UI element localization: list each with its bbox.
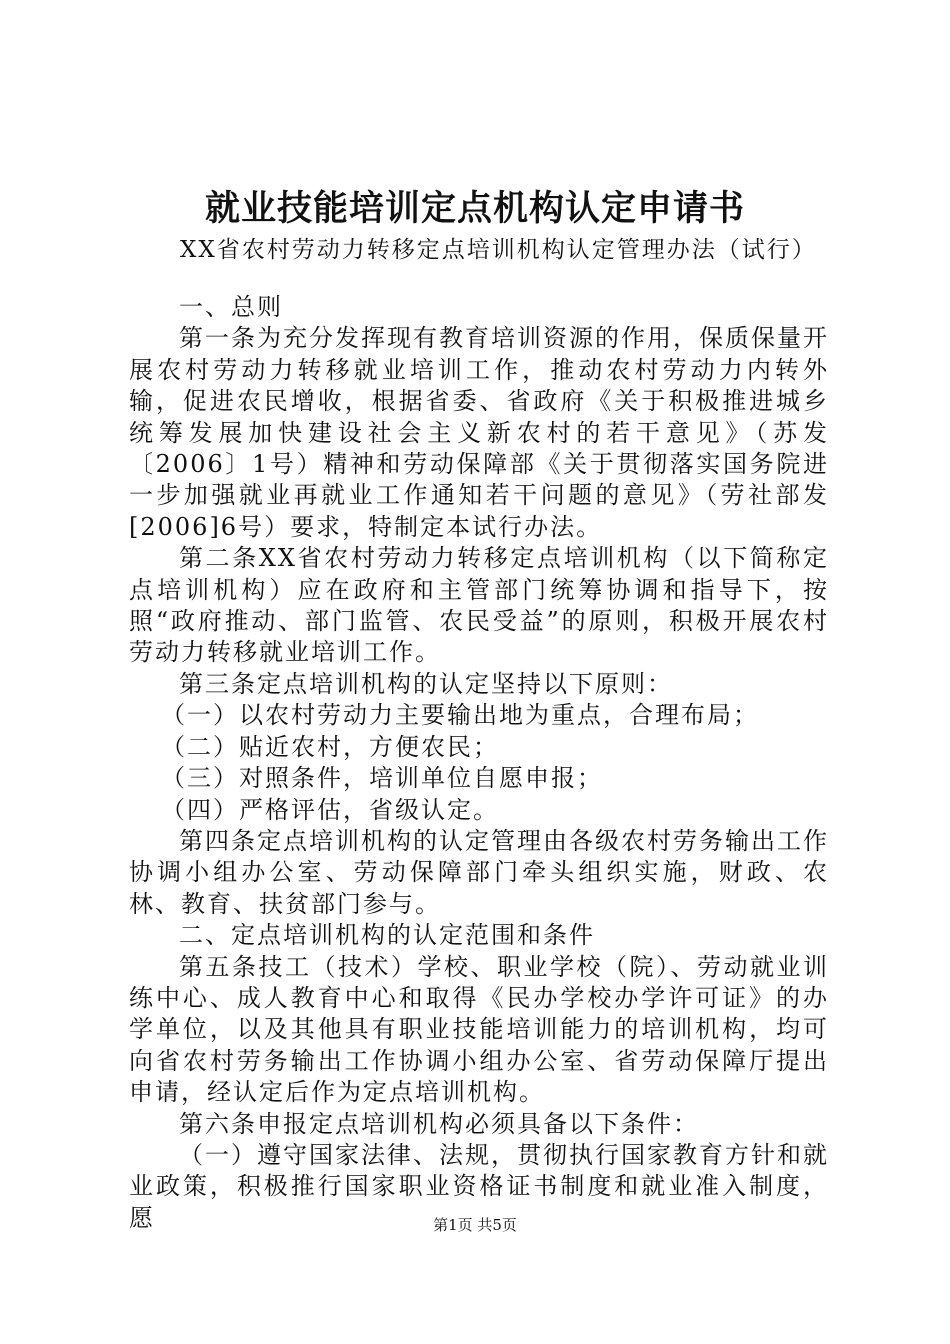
paragraph: 第一条为充分发挥现有教育培训资源的作用，保质保量开展农村劳动力转移就业培训工作，推动农村劳动力内转外输，促进农民增收，根据省委、省政府《关于积极推进城乡统筹发展加快建设社会主义新农村的若干意见》（苏发〔2006〕1号）精神和劳动保障部《关于贯彻落实国务院进一步加强就业再就业工作通知若干问题的意见》（劳社部发[2006]6号）要求，特制定本试行办法。 (129, 324, 829, 541)
paragraph: 第六条申报定点培训机构必须具备以下条件： (179, 1109, 699, 1138)
list-item: （四）严格评估，省级认定。 (161, 795, 499, 824)
paragraph: 第二条XX省农村劳动力转移定点培训机构（以下简称定点培训机构）应在政府和主管部门统筹协调和指导下，按照“政府推动、部门监管、农民受益”的原则，积极开展农村劳动力转移就业培训工作。 (129, 544, 829, 667)
list-item: （一）以农村劳动力主要输出地为重点，合理布局； (161, 701, 759, 730)
paragraph: 第四条定点培训机构的认定管理由各级农村劳务输出工作协调小组办公室、劳动保障部门牵头组织实施，财政、农林、教育、扶贫部门参与。 (129, 826, 829, 918)
list-item: （二）贴近农村，方便农民； (161, 732, 499, 761)
paragraph: 第五条技工（技术）学校、职业学校（院）、劳动就业训练中心、成人教育中心和取得《民办学校办学许可证》的办学单位，以及其他具有职业技能培训能力的培训机构，均可向省农村劳务输出工作协调小组办公室、省劳动保障厅提出申请，经认定后作为定点培训机构。 (129, 952, 829, 1107)
document-body (129, 292, 829, 1234)
paragraph: 第三条定点培训机构的认定坚持以下原则： (179, 669, 673, 698)
section-heading: 二、定点培训机构的认定范围和条件 (179, 921, 595, 950)
page-number-footer: 第1页 共5页 (433, 1216, 517, 1234)
document-title: 就业技能培训定点机构认定申请书 (204, 189, 745, 229)
section-heading: 一、总则 (179, 293, 283, 321)
paragraph: （一）遵守国家法律、法规，贯彻执行国家教育方针和就业政策，积极推行国家职业资格证书制度和就业准入制度，愿 (129, 1140, 829, 1232)
document-subtitle: XX省农村劳动力转移定点培训机构认定管理办法（试行） (180, 237, 817, 263)
list-item: （三）对照条件，培训单位自愿申报； (161, 764, 603, 793)
